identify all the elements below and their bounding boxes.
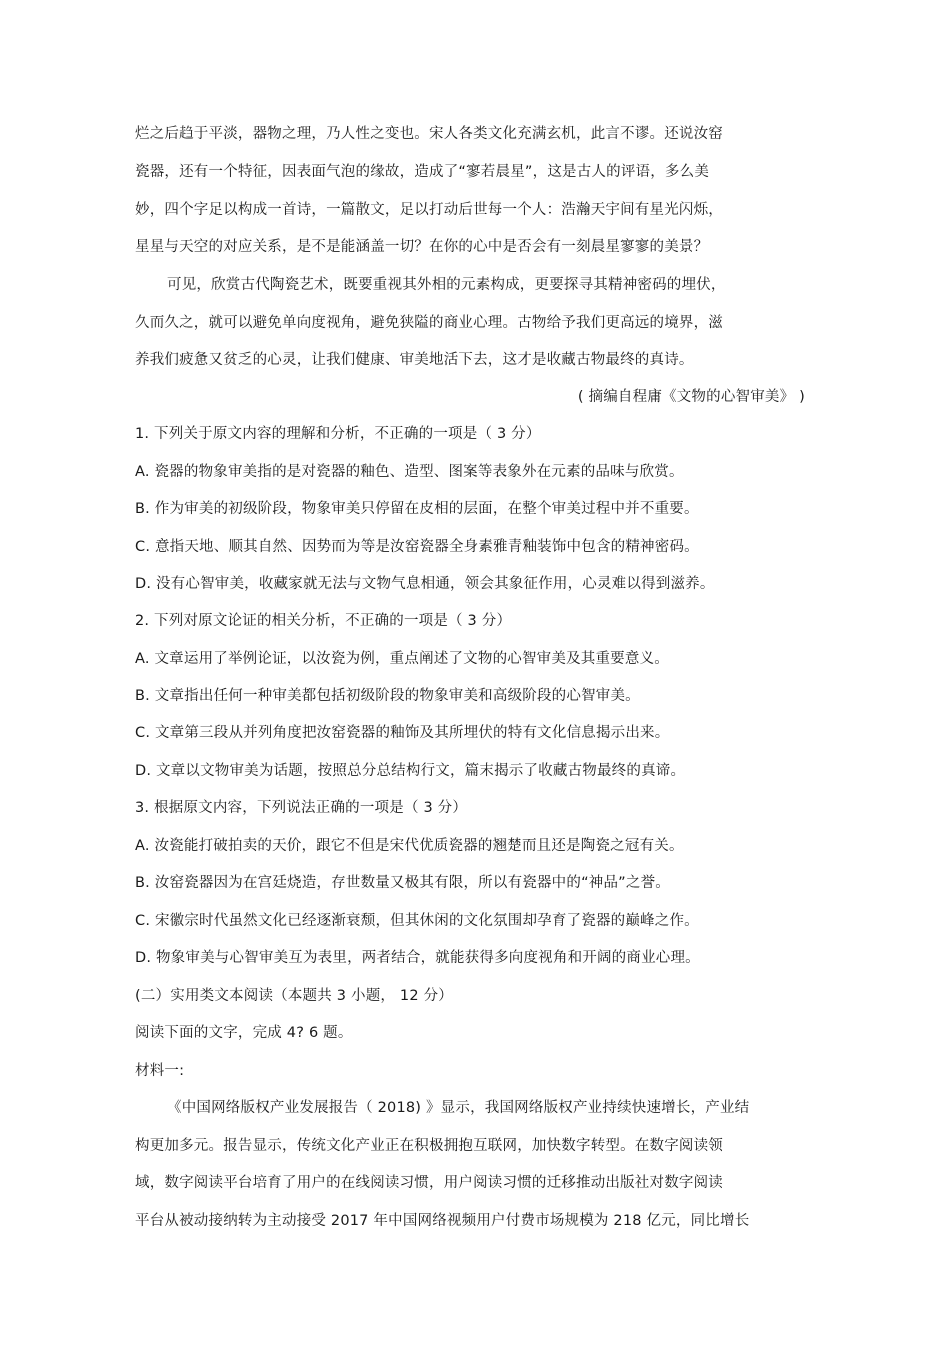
question-stem: 3. 根据原文内容，下列说法正确的一项是（ 3 分） — [135, 800, 468, 816]
material-line: 平台从被动接纳转为主动接受 2017 年中国网络视频用户付费市场规模为 218 亿元，同比增长 — [135, 1213, 750, 1229]
question-stem: 2. 下列对原文论证的相关分析，不正确的一项是（ 3 分） — [135, 613, 512, 629]
essay-line: 烂之后趋于平淡，器物之理，乃人性之变也。宋人各类文化充满玄机，此言不谬。还说汝窑 — [135, 126, 723, 142]
material-line: 域，数字阅读平台培育了用户的在线阅读习惯，用户阅读习惯的迁移推动出版社对数字阅读 — [135, 1175, 723, 1191]
section-instruction: 阅读下面的文字，完成 4? 6 题。 — [135, 1025, 353, 1041]
material-line: 构更加多元。报告显示，传统文化产业正在积极拥抱互联网，加快数字转型。在数字阅读领 — [135, 1138, 723, 1154]
question-option: A. 瓷器的物象审美指的是对瓷器的釉色、造型、图案等表象外在元素的品味与欣赏。 — [135, 464, 684, 480]
question-option: D. 没有心智审美，收藏家就无法与文物气息相通，领会其象征作用，心灵难以得到滋养。 — [135, 576, 715, 592]
essay-line: 星星与天空的对应关系，是不是能涵盖一切？在你的心中是否会有一刻晨星寥寥的美景？ — [135, 239, 709, 255]
question-option: A. 文章运用了举例论证，以汝瓷为例，重点阐述了文物的心智审美及其重要意义。 — [135, 651, 669, 667]
question-option: A. 汝瓷能打破拍卖的天价，跟它不但是宋代优质瓷器的翘楚而且还是陶瓷之冠有关。 — [135, 838, 684, 854]
section-heading: (二）实用类文本阅读（本题共 3 小题， 12 分） — [135, 988, 453, 1004]
question-stem: 1. 下列关于原文内容的理解和分析，不正确的一项是（ 3 分） — [135, 426, 541, 442]
question-option: C. 宋徽宗时代虽然文化已经逐渐衰颓，但其休闲的文化氛围却孕育了瓷器的巅峰之作。 — [135, 913, 699, 929]
question-option: B. 作为审美的初级阶段，物象审美只停留在皮相的层面，在整个审美过程中并不重要。 — [135, 501, 699, 517]
essay-line: 妙，四个字足以构成一首诗，一篇散文，足以打动后世每一个人：浩瀚天宇间有星光闪烁， — [135, 202, 723, 218]
question-option: C. 文章第三段从并列角度把汝窑瓷器的釉饰及其所埋伏的特有文化信息揭示出来。 — [135, 725, 670, 741]
question-option: D. 文章以文物审美为话题，按照总分总结构行文，篇末揭示了收藏古物最终的真谛。 — [135, 763, 686, 779]
essay-line: 瓷器，还有一个特征，因表面气泡的缘故，造成了“寥若晨星”，这是古人的评语，多么美 — [135, 164, 710, 180]
question-option: B. 汝窑瓷器因为在宫廷烧造，存世数量又极其有限，所以有瓷器中的“神品”之誉。 — [135, 875, 670, 891]
question-option: B. 文章指出任何一种审美都包括初级阶段的物象审美和高级阶段的心智审美。 — [135, 688, 640, 704]
essay-conclusion-line: 养我们疲惫又贫乏的心灵，让我们健康、审美地活下去，这才是收藏古物最终的真诗。 — [135, 352, 694, 368]
material-line: 《中国网络版权产业发展报告（ 2018) 》显示，我国网络版权产业持续快速增长，产业结 — [167, 1100, 750, 1116]
essay-conclusion-line: 可见，欣赏古代陶瓷艺术，既要重视其外相的元素构成，更要探寻其精神密码的埋伏， — [167, 277, 726, 293]
material-label: 材料一: — [135, 1063, 185, 1079]
question-option: D. 物象审美与心智审美互为表里，两者结合，就能获得多向度视角和开阔的商业心理。 — [135, 950, 700, 966]
essay-conclusion-line: 久而久之，就可以避免单向度视角，避免狭隘的商业心理。古物给予我们更高远的境界，滋 — [135, 315, 723, 331]
essay-source: ( 摘编自程庸《文物的心智审美》 ) — [577, 389, 805, 405]
question-option: C. 意指天地、顺其自然、因势而为等是汝窑瓷器全身素雅青釉装饰中包含的精神密码。 — [135, 539, 699, 555]
